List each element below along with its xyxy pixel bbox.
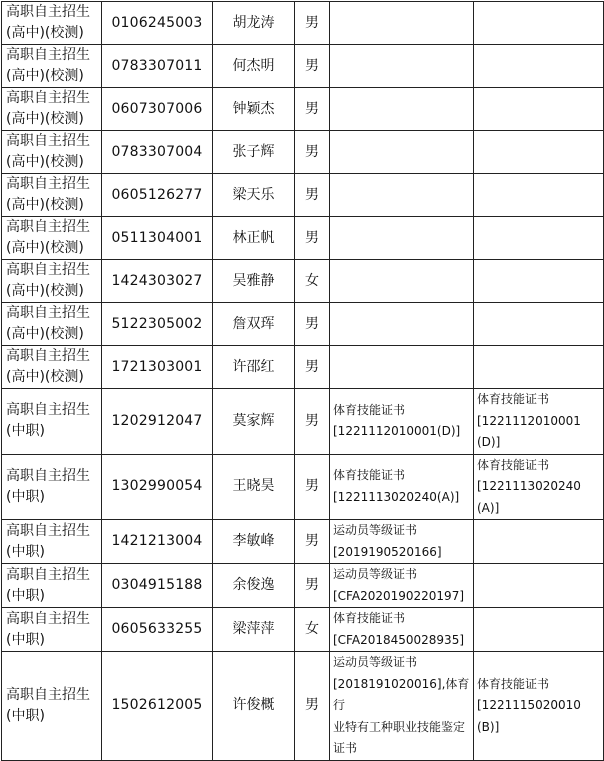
admission-type-cell-line: (高中)(校测) bbox=[6, 111, 84, 127]
exam-number-cell: 1721303001 bbox=[102, 346, 213, 389]
table-row bbox=[2, 454, 604, 520]
admission-type-cell bbox=[2, 454, 102, 520]
certificate-verified-cell-line: [1221112010001(D)] bbox=[477, 413, 581, 449]
certificate-cell-line: 业特有工种职业技能鉴定 bbox=[333, 719, 466, 734]
gender-cell: 男 bbox=[295, 454, 330, 520]
exam-number-cell: 0106245003 bbox=[102, 2, 213, 45]
certificate-verified-cell bbox=[474, 389, 604, 455]
certificate-verified-cell bbox=[474, 45, 604, 88]
gender-cell: 男 bbox=[295, 564, 330, 608]
certificate-verified-cell bbox=[474, 303, 604, 346]
student-name-cell: 詹双珲 bbox=[213, 303, 295, 346]
table-row bbox=[2, 2, 604, 45]
admission-type-cell-line: 高职自主招生 bbox=[6, 47, 90, 63]
admission-type-cell-line: (高中)(校测) bbox=[6, 154, 84, 170]
certificate-cell-line: 体育技能证书 bbox=[333, 611, 406, 625]
certificate-cell-line: [CFA2020190220197] bbox=[333, 588, 465, 603]
admission-type-cell-line: (中职) bbox=[6, 587, 45, 604]
admission-type-cell-line: 高职自主招生 bbox=[6, 522, 90, 539]
admission-type-cell-line: 高职自主招生 bbox=[6, 348, 90, 364]
student-name-cell: 余俊逸 bbox=[213, 564, 295, 608]
table-row bbox=[2, 564, 604, 608]
admission-type-cell bbox=[2, 174, 102, 217]
student-name-cell: 林正帆 bbox=[213, 217, 295, 260]
certificate-verified-cell bbox=[474, 2, 604, 45]
exam-number-cell: 0605633255 bbox=[102, 608, 213, 652]
certificate-cell-line: [2018191020016],体育行 bbox=[333, 676, 470, 712]
certificate-cell-line: [2019190520166] bbox=[333, 544, 442, 559]
gender-cell: 男 bbox=[295, 131, 330, 174]
gender-cell: 男 bbox=[295, 389, 330, 455]
admission-type-cell-line: 高职自主招生 bbox=[6, 686, 90, 703]
admission-type-cell-line: 高职自主招生 bbox=[6, 467, 90, 484]
table-row bbox=[2, 389, 604, 455]
certificate-cell bbox=[330, 564, 474, 608]
table-row bbox=[2, 88, 604, 131]
admission-type-cell bbox=[2, 608, 102, 652]
gender-cell: 女 bbox=[295, 260, 330, 303]
table-row bbox=[2, 174, 604, 217]
admission-type-cell-line: 高职自主招生 bbox=[6, 176, 90, 192]
student-name-cell: 李敏峰 bbox=[213, 520, 295, 564]
admission-type-cell bbox=[2, 303, 102, 346]
admission-type-cell bbox=[2, 652, 102, 761]
admission-type-cell-line: (高中)(校测) bbox=[6, 326, 84, 342]
admission-type-cell-line: (高中)(校测) bbox=[6, 197, 84, 213]
certificate-cell bbox=[330, 2, 474, 45]
exam-number-cell: 5122305002 bbox=[102, 303, 213, 346]
admission-type-cell-line: (中职) bbox=[6, 423, 45, 440]
exam-number-cell: 1424303027 bbox=[102, 260, 213, 303]
student-name-cell: 何杰明 bbox=[213, 45, 295, 88]
table-row bbox=[2, 45, 604, 88]
student-name-cell: 钟颖杰 bbox=[213, 88, 295, 131]
table-row bbox=[2, 303, 604, 346]
admission-type-cell-line: 高职自主招生 bbox=[6, 305, 90, 321]
student-name-cell: 许邵红 bbox=[213, 346, 295, 389]
exam-number-cell: 0783307004 bbox=[102, 131, 213, 174]
certificate-verified-cell-line: 体育技能证书 bbox=[477, 676, 550, 691]
admission-type-cell bbox=[2, 520, 102, 564]
exam-number-cell: 0607307006 bbox=[102, 88, 213, 131]
student-name-cell: 胡龙涛 bbox=[213, 2, 295, 45]
admission-type-cell-line: 高职自主招生 bbox=[6, 402, 90, 419]
certificate-cell bbox=[330, 260, 474, 303]
certificate-verified-cell-line: 体育技能证书 bbox=[477, 392, 550, 406]
admission-type-cell-line: (中职) bbox=[6, 488, 45, 505]
admission-type-cell bbox=[2, 45, 102, 88]
certificate-verified-cell bbox=[474, 260, 604, 303]
certificate-cell bbox=[330, 652, 474, 761]
certificate-cell bbox=[330, 88, 474, 131]
student-name-cell: 梁天乐 bbox=[213, 174, 295, 217]
table-row bbox=[2, 131, 604, 174]
certificate-cell bbox=[330, 131, 474, 174]
certificate-cell bbox=[330, 174, 474, 217]
certificate-cell-line: [CFA2018450028935] bbox=[333, 632, 465, 647]
table-row bbox=[2, 346, 604, 389]
certificate-cell-line: 运动员等级证书 bbox=[333, 567, 418, 581]
exam-number-cell: 0304915188 bbox=[102, 564, 213, 608]
certificate-verified-cell bbox=[474, 88, 604, 131]
certificate-cell-line: 运动员等级证书 bbox=[333, 523, 418, 537]
exam-number-cell: 1302990054 bbox=[102, 454, 213, 520]
certificate-verified-cell bbox=[474, 174, 604, 217]
admission-type-cell-line: (中职) bbox=[6, 631, 45, 648]
gender-cell: 男 bbox=[295, 45, 330, 88]
certificate-cell-line: [1221112010001(D)] bbox=[333, 424, 461, 439]
certificate-cell-line: 证书 bbox=[333, 741, 358, 755]
certificate-cell-line: 体育技能证书 bbox=[333, 468, 406, 483]
admission-type-cell-line: (中职) bbox=[6, 707, 45, 724]
table-row bbox=[2, 608, 604, 652]
certificate-verified-cell bbox=[474, 454, 604, 520]
gender-cell: 男 bbox=[295, 2, 330, 45]
gender-cell: 男 bbox=[295, 303, 330, 346]
gender-cell: 男 bbox=[295, 346, 330, 389]
certificate-verified-cell bbox=[474, 608, 604, 652]
admission-type-cell-line: 高职自主招生 bbox=[6, 219, 90, 235]
student-name-cell: 梁萍萍 bbox=[213, 608, 295, 652]
admission-type-cell bbox=[2, 389, 102, 455]
gender-cell: 男 bbox=[295, 520, 330, 564]
certificate-verified-cell bbox=[474, 217, 604, 260]
admission-type-cell-line: (高中)(校测) bbox=[6, 68, 84, 84]
gender-cell: 男 bbox=[295, 88, 330, 131]
gender-cell: 男 bbox=[295, 174, 330, 217]
certificate-cell bbox=[330, 608, 474, 652]
exam-number-cell: 1421213004 bbox=[102, 520, 213, 564]
gender-cell: 男 bbox=[295, 652, 330, 761]
admission-type-cell-line: 高职自主招生 bbox=[6, 133, 90, 149]
admission-type-cell bbox=[2, 217, 102, 260]
certificate-cell bbox=[330, 454, 474, 520]
certificate-cell bbox=[330, 389, 474, 455]
certificate-verified-cell bbox=[474, 564, 604, 608]
certificate-verified-cell-line: [1221113020240(A)] bbox=[477, 479, 581, 515]
student-name-cell: 张子辉 bbox=[213, 131, 295, 174]
exam-number-cell: 0511304001 bbox=[102, 217, 213, 260]
exam-number-cell: 1202912047 bbox=[102, 389, 213, 455]
admission-type-cell-line: (高中)(校测) bbox=[6, 283, 84, 299]
student-name-cell: 王晓昊 bbox=[213, 454, 295, 520]
admission-type-cell-line: 高职自主招生 bbox=[6, 262, 90, 278]
admission-type-cell-line: (中职) bbox=[6, 543, 45, 560]
admission-type-cell-line: (高中)(校测) bbox=[6, 369, 84, 385]
student-name-cell: 许俊概 bbox=[213, 652, 295, 761]
certificate-cell bbox=[330, 346, 474, 389]
admission-type-cell bbox=[2, 131, 102, 174]
admission-type-cell bbox=[2, 2, 102, 45]
table-row bbox=[2, 217, 604, 260]
certificate-cell bbox=[330, 520, 474, 564]
exam-number-cell: 1502612005 bbox=[102, 652, 213, 761]
table-row bbox=[2, 652, 604, 761]
admission-type-cell-line: (高中)(校测) bbox=[6, 240, 84, 256]
exam-number-cell: 0783307011 bbox=[102, 45, 213, 88]
admission-type-cell-line: 高职自主招生 bbox=[6, 90, 90, 106]
certificate-verified-cell-line: [1221115020010(B)] bbox=[477, 698, 581, 734]
certificate-verified-cell bbox=[474, 346, 604, 389]
table-row bbox=[2, 260, 604, 303]
certificate-cell bbox=[330, 303, 474, 346]
table-row bbox=[2, 520, 604, 564]
certificate-verified-cell bbox=[474, 131, 604, 174]
certificate-cell-line: 运动员等级证书 bbox=[333, 655, 418, 669]
student-name-cell: 吴雅静 bbox=[213, 260, 295, 303]
admission-type-cell bbox=[2, 88, 102, 131]
admission-type-cell bbox=[2, 346, 102, 389]
certificate-verified-cell bbox=[474, 652, 604, 761]
student-name-cell: 莫家辉 bbox=[213, 389, 295, 455]
admission-type-cell-line: 高职自主招生 bbox=[6, 566, 90, 583]
admission-type-cell-line: (高中)(校测) bbox=[6, 25, 84, 41]
admission-table bbox=[1, 1, 604, 761]
admission-type-cell bbox=[2, 564, 102, 608]
certificate-cell bbox=[330, 217, 474, 260]
admission-type-cell-line: 高职自主招生 bbox=[6, 610, 90, 627]
certificate-verified-cell-line: 体育技能证书 bbox=[477, 457, 550, 472]
certificate-verified-cell bbox=[474, 520, 604, 564]
exam-number-cell: 0605126277 bbox=[102, 174, 213, 217]
certificate-cell-line: [1221113020240(A)] bbox=[333, 489, 460, 504]
gender-cell: 男 bbox=[295, 217, 330, 260]
certificate-cell bbox=[330, 45, 474, 88]
admission-type-cell-line: 高职自主招生 bbox=[6, 4, 90, 20]
certificate-cell-line: 体育技能证书 bbox=[333, 402, 406, 417]
table-body bbox=[2, 2, 604, 761]
admission-type-cell bbox=[2, 260, 102, 303]
gender-cell: 女 bbox=[295, 608, 330, 652]
